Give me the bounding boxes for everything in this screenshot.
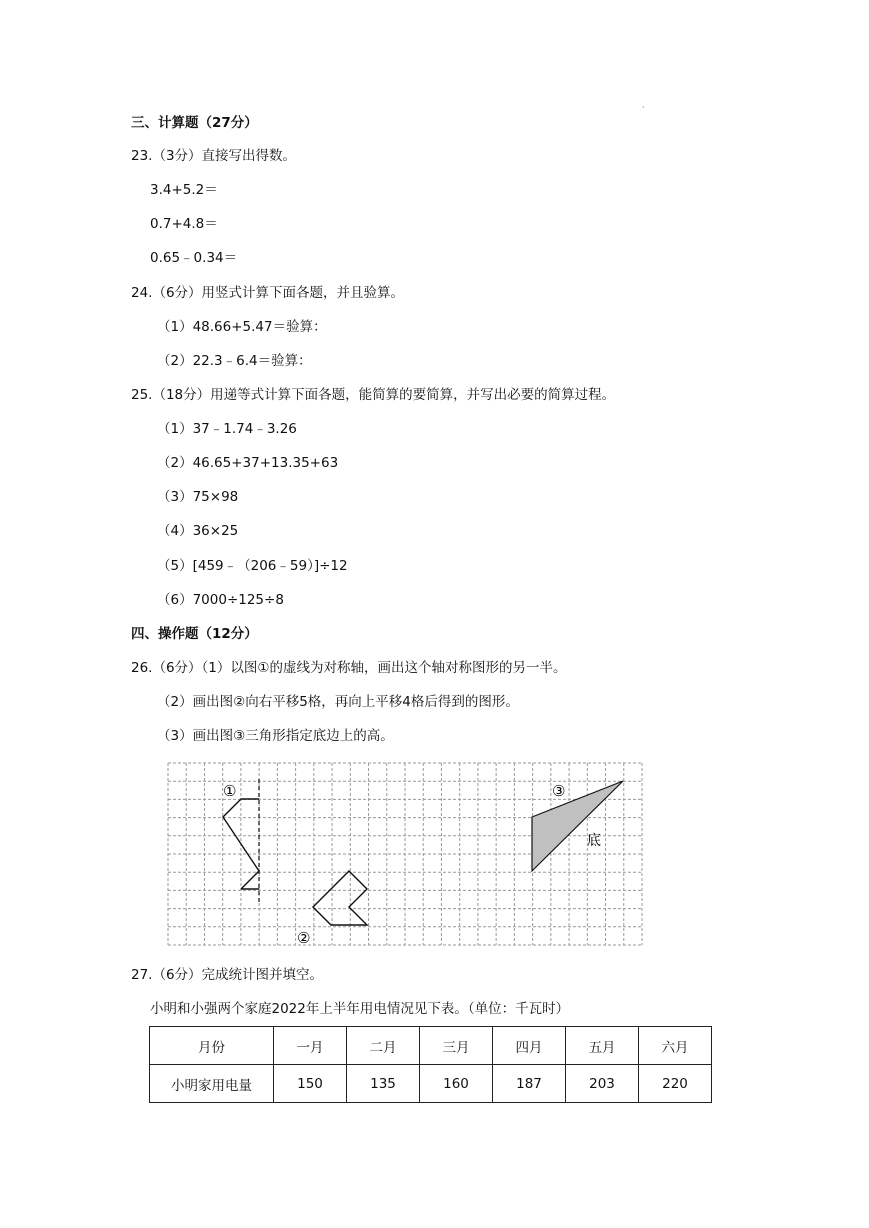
section-3-title: 三、计算题（27分） (131, 115, 258, 131)
table-cell: 一月 (274, 1027, 347, 1065)
grid-figure (166, 761, 644, 947)
q23-stem: 23.（3分）直接写出得数。 (131, 148, 297, 164)
table-cell: 135 (347, 1065, 420, 1103)
q25-item: （2）46.65+37+13.35+63 (157, 455, 339, 471)
grid-lines (168, 763, 642, 945)
table-header-row (150, 1027, 712, 1065)
figure-3-label: ③ (552, 782, 566, 800)
q26-stem: 26.（6分）（1）以图①的虚线为对称轴，画出这个轴对称图形的另一半。 (131, 660, 567, 676)
table-cell: 150 (274, 1065, 347, 1103)
table-cell: 小明家用电量 (150, 1065, 274, 1103)
section-4-title: 四、操作题（12分） (131, 626, 258, 642)
figure-2-label: ② (297, 929, 311, 947)
table-cell: 四月 (493, 1027, 566, 1065)
q25-item: （3）75×98 (157, 489, 239, 505)
q23-item: 0.65﹣0.34＝ (150, 250, 238, 266)
table-cell: 203 (566, 1065, 639, 1103)
q27-stem: 27.（6分）完成统计图并填空。 (131, 967, 324, 983)
table-cell: 160 (420, 1065, 493, 1103)
q23-item: 0.7+4.8＝ (150, 216, 218, 232)
base-label: 底 (587, 833, 601, 849)
electricity-table (149, 1026, 712, 1103)
q25-stem: 25.（18分）用递等式计算下面各题，能简算的要简算，并写出必要的简算过程。 (131, 387, 616, 403)
table-cell: 五月 (566, 1027, 639, 1065)
q26-item: （3）画出图③三角形指定底边上的高。 (157, 728, 394, 744)
table-cell: 220 (639, 1065, 712, 1103)
table-cell: 187 (493, 1065, 566, 1103)
q23-item: 3.4+5.2＝ (150, 182, 218, 198)
q24-item: （2）22.3﹣6.4＝验算： (157, 353, 312, 369)
q24-item: （1）48.66+5.47＝验算： (157, 319, 327, 335)
q24-stem: 24.（6分）用竖式计算下面各题，并且验算。 (131, 285, 405, 301)
table-cell: 二月 (347, 1027, 420, 1065)
table-cell: 三月 (420, 1027, 493, 1065)
figure-3-triangle (532, 781, 623, 871)
table-row (150, 1065, 712, 1103)
q27-intro: 小明和小强两个家庭2022年上半年用电情况见下表。（单位：千瓦时） (150, 1001, 570, 1017)
table-cell: 六月 (639, 1027, 712, 1065)
q26-item: （2）画出图②向右平移5格，再向上平移4格后得到的图形。 (157, 694, 519, 710)
figure-1-label: ① (223, 782, 237, 800)
q25-item: （1）37﹣1.74﹣3.26 (157, 421, 297, 437)
q25-item: （4）36×25 (157, 523, 239, 539)
q25-item: （5）[459﹣（206﹣59）]÷12 (157, 558, 348, 574)
header-dot: · (642, 103, 645, 112)
q25-item: （6）7000÷125÷8 (157, 592, 284, 608)
figure-2-shape (313, 871, 367, 925)
table-cell: 月份 (150, 1027, 274, 1065)
